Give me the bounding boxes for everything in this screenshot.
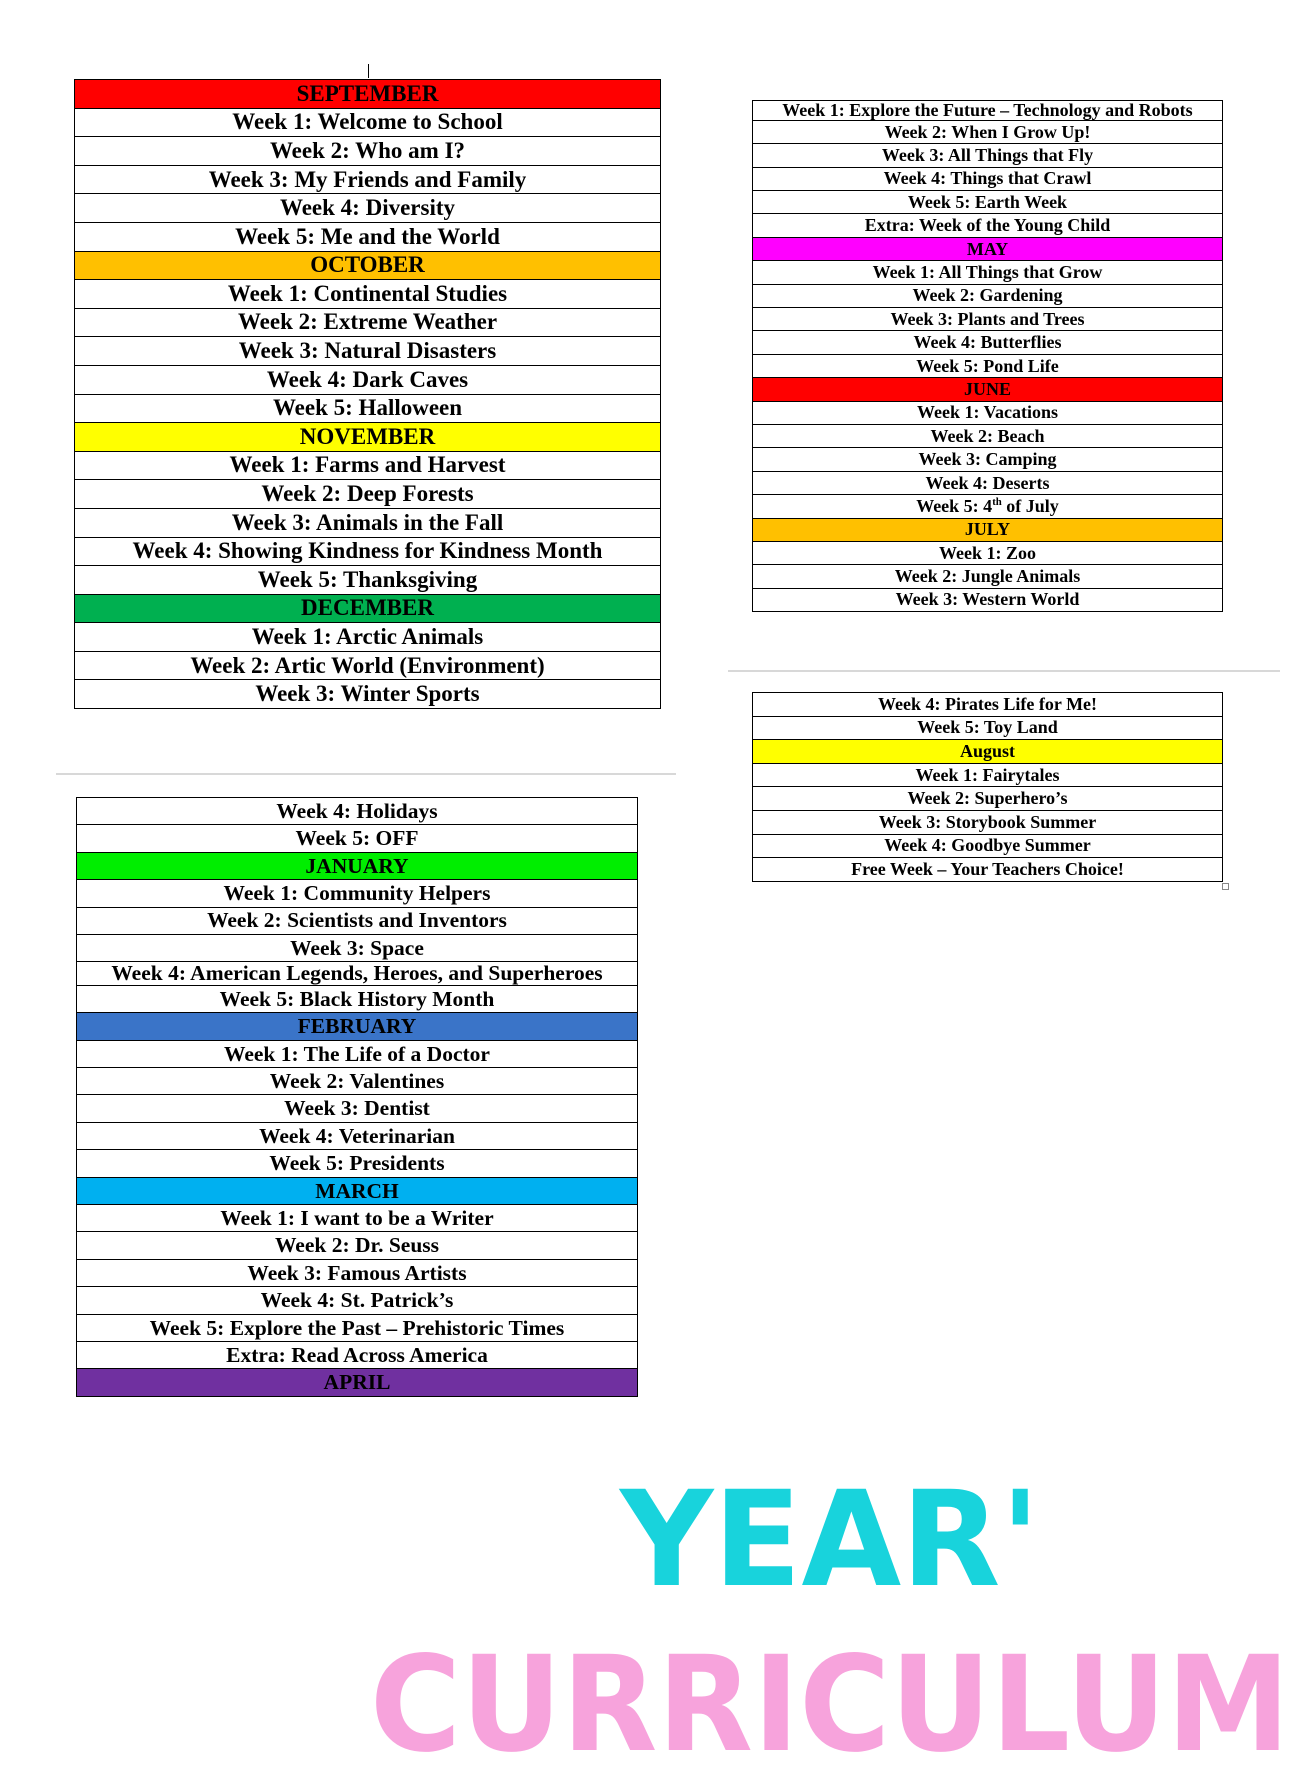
week-row	[77, 1040, 638, 1067]
week-row	[75, 108, 661, 137]
week-row	[75, 566, 661, 595]
week-row	[753, 167, 1223, 190]
week-topic-cell: Week 3: Winter Sports	[75, 680, 661, 709]
week-row	[753, 120, 1223, 143]
week-topic-cell: Week 3: Space	[77, 934, 638, 961]
week-row	[77, 1095, 638, 1122]
week-topic-cell: Week 3: All Things that Fly	[753, 144, 1223, 167]
logo-curriculum-text: CURRICULUM	[370, 1628, 1290, 1772]
week-topic-cell: Week 2: Extreme Weather	[75, 308, 661, 337]
week-topic-cell: Week 2: Gardening	[753, 284, 1223, 307]
week-row	[753, 424, 1223, 447]
week-topic-cell: Week 3: Natural Disasters	[75, 337, 661, 366]
week-topic-cell: Week 1: Fairytales	[753, 763, 1223, 787]
week-topic-cell: Week 1: Welcome to School	[75, 108, 661, 137]
month-header-row	[77, 1177, 638, 1204]
week-row	[753, 834, 1223, 858]
schedule-table-jul-aug	[752, 692, 1223, 882]
week-topic-cell: Week 4: St. Patrick’s	[77, 1287, 638, 1314]
week-topic-cell: Extra: Week of the Young Child	[753, 214, 1223, 237]
week-topic-cell: Week 5: Presidents	[77, 1150, 638, 1177]
week-row	[753, 495, 1223, 518]
week-row	[75, 137, 661, 166]
week-row	[75, 651, 661, 680]
week-topic-cell: Week 1: I want to be a Writer	[77, 1205, 638, 1232]
week-topic-cell: Week 1: The Life of a Doctor	[77, 1040, 638, 1067]
month-header-row	[753, 518, 1223, 541]
month-header-row	[753, 740, 1223, 764]
week-topic-cell: Week 5: Halloween	[75, 394, 661, 423]
week-topic-cell: Week 3: Storybook Summer	[753, 810, 1223, 834]
week-topic-text-end: of July	[1001, 495, 1059, 516]
week-row	[77, 1341, 638, 1368]
week-topic-cell: Week 3: Camping	[753, 448, 1223, 471]
week-topic-cell: Week 2: Dr. Seuss	[77, 1232, 638, 1259]
week-row	[77, 985, 638, 1012]
month-header-row	[77, 852, 638, 879]
week-row	[77, 1287, 638, 1314]
week-row	[75, 280, 661, 309]
week-row	[77, 962, 638, 986]
week-topic-cell: Week 4: Butterflies	[753, 331, 1223, 354]
week-row	[77, 1314, 638, 1341]
week-topic-cell: Week 2: Artic World (Environment)	[75, 651, 661, 680]
week-row	[75, 537, 661, 566]
week-row	[75, 508, 661, 537]
week-row	[77, 907, 638, 934]
week-row	[753, 101, 1223, 121]
week-topic-cell: Week 2: Jungle Animals	[753, 565, 1223, 588]
week-topic-cell: Week 1: Explore the Future – Technology and Robots	[753, 101, 1223, 121]
week-topic-cell: Week 5: OFF	[77, 825, 638, 852]
ordinal-suffix: th	[992, 495, 1002, 508]
week-topic-cell: Week 4: Veterinarian	[77, 1122, 638, 1149]
week-row	[753, 308, 1223, 331]
schedule-table-dec-apr	[76, 797, 638, 1397]
month-header-cell: APRIL	[77, 1369, 638, 1396]
month-header-row	[75, 251, 661, 280]
curriculum-logo	[0, 1460, 1310, 1772]
week-topic-cell: Week 1: Vacations	[753, 401, 1223, 424]
month-header-cell: JUNE	[753, 378, 1223, 401]
month-header-row	[75, 423, 661, 452]
week-row	[77, 1259, 638, 1286]
week-topic-cell: Week 4: American Legends, Heroes, and Superheroes	[77, 962, 638, 986]
week-topic-cell: Week 1: Continental Studies	[75, 280, 661, 309]
week-topic-cell: Week 3: My Friends and Family	[75, 165, 661, 194]
week-topic-cell: Week 1: Zoo	[753, 541, 1223, 564]
schedule-table-apr-jul	[752, 100, 1223, 612]
month-header-cell: MAY	[753, 237, 1223, 260]
week-row	[753, 588, 1223, 611]
week-row	[753, 354, 1223, 377]
week-row	[753, 448, 1223, 471]
week-topic-cell: Week 4: Things that Crawl	[753, 167, 1223, 190]
week-topic-cell	[753, 495, 1223, 518]
week-row	[75, 480, 661, 509]
week-row	[753, 787, 1223, 811]
week-row	[77, 1205, 638, 1232]
week-row	[753, 565, 1223, 588]
week-row	[77, 825, 638, 852]
week-topic-text: Week 5: 4	[916, 495, 993, 516]
week-row	[75, 451, 661, 480]
month-header-cell: NOVEMBER	[75, 423, 661, 452]
week-topic-cell: Week 3: Plants and Trees	[753, 308, 1223, 331]
week-topic-cell: Week 4: Showing Kindness for Kindness Month	[75, 537, 661, 566]
month-header-row	[753, 378, 1223, 401]
month-header-cell: August	[753, 740, 1223, 764]
page-divider	[56, 773, 676, 775]
month-header-row	[75, 80, 661, 109]
week-row	[75, 222, 661, 251]
schedule-table-sep-dec	[74, 79, 661, 709]
week-row	[753, 331, 1223, 354]
week-row	[75, 308, 661, 337]
week-topic-cell: Week 4: Goodbye Summer	[753, 834, 1223, 858]
week-topic-cell: Week 2: Valentines	[77, 1068, 638, 1095]
week-topic-cell: Week 2: Deep Forests	[75, 480, 661, 509]
month-header-cell: DECEMBER	[75, 594, 661, 623]
month-header-cell: SEPTEMBER	[75, 80, 661, 109]
week-row	[75, 394, 661, 423]
week-topic-cell: Week 3: Dentist	[77, 1095, 638, 1122]
week-row	[75, 680, 661, 709]
week-topic-cell: Week 1: Community Helpers	[77, 880, 638, 907]
week-row	[77, 1122, 638, 1149]
week-topic-cell: Week 4: Diversity	[75, 194, 661, 223]
month-header-row	[75, 594, 661, 623]
week-topic-cell: Week 5: Toy Land	[753, 716, 1223, 740]
text-cursor	[368, 64, 369, 78]
week-row	[77, 1068, 638, 1095]
week-topic-cell: Week 2: Superhero’s	[753, 787, 1223, 811]
week-topic-cell: Week 4: Holidays	[77, 798, 638, 825]
week-row	[753, 716, 1223, 740]
week-row	[75, 194, 661, 223]
week-topic-cell: Week 2: Who am I?	[75, 137, 661, 166]
page-divider	[728, 670, 1280, 672]
week-topic-cell: Week 1: Farms and Harvest	[75, 451, 661, 480]
week-row	[753, 401, 1223, 424]
month-header-cell: JULY	[753, 518, 1223, 541]
month-header-row	[77, 1369, 638, 1396]
week-topic-cell: Week 4: Deserts	[753, 471, 1223, 494]
month-header-cell: JANUARY	[77, 852, 638, 879]
week-row	[77, 1150, 638, 1177]
week-row	[75, 623, 661, 652]
week-topic-cell: Week 5: Earth Week	[753, 191, 1223, 214]
month-header-cell: OCTOBER	[75, 251, 661, 280]
week-topic-cell: Week 4: Pirates Life for Me!	[753, 693, 1223, 717]
week-row	[753, 284, 1223, 307]
week-topic-cell: Week 3: Animals in the Fall	[75, 508, 661, 537]
week-row	[77, 1232, 638, 1259]
week-topic-cell: Week 2: When I Grow Up!	[753, 120, 1223, 143]
week-topic-cell: Week 5: Explore the Past – Prehistoric Times	[77, 1314, 638, 1341]
week-row	[753, 471, 1223, 494]
week-row	[753, 763, 1223, 787]
week-row	[77, 934, 638, 961]
week-topic-cell: Week 1: All Things that Grow	[753, 261, 1223, 284]
table-resize-handle[interactable]	[1222, 883, 1229, 890]
week-topic-cell: Week 5: Black History Month	[77, 985, 638, 1012]
week-row	[753, 858, 1223, 882]
week-row	[75, 165, 661, 194]
week-topic-cell: Week 2: Beach	[753, 424, 1223, 447]
week-row	[75, 365, 661, 394]
logo-year-text: YEAR'	[618, 1463, 1040, 1617]
week-row	[77, 798, 638, 825]
week-row	[753, 541, 1223, 564]
month-header-row	[753, 237, 1223, 260]
week-row	[753, 261, 1223, 284]
week-row	[753, 810, 1223, 834]
week-topic-cell: Free Week – Your Teachers Choice!	[753, 858, 1223, 882]
week-topic-cell: Week 5: Pond Life	[753, 354, 1223, 377]
week-row	[753, 214, 1223, 237]
week-row	[77, 880, 638, 907]
week-row	[753, 144, 1223, 167]
week-row	[75, 337, 661, 366]
week-row	[753, 191, 1223, 214]
week-topic-cell: Week 5: Me and the World	[75, 222, 661, 251]
month-header-cell: MARCH	[77, 1177, 638, 1204]
month-header-row	[77, 1013, 638, 1040]
week-topic-cell: Week 5: Thanksgiving	[75, 566, 661, 595]
week-topic-cell: Week 1: Arctic Animals	[75, 623, 661, 652]
week-topic-cell: Week 2: Scientists and Inventors	[77, 907, 638, 934]
week-topic-cell: Extra: Read Across America	[77, 1341, 638, 1368]
week-topic-cell: Week 3: Western World	[753, 588, 1223, 611]
week-topic-cell: Week 4: Dark Caves	[75, 365, 661, 394]
week-row	[753, 693, 1223, 717]
week-topic-cell: Week 3: Famous Artists	[77, 1259, 638, 1286]
month-header-cell: FEBRUARY	[77, 1013, 638, 1040]
